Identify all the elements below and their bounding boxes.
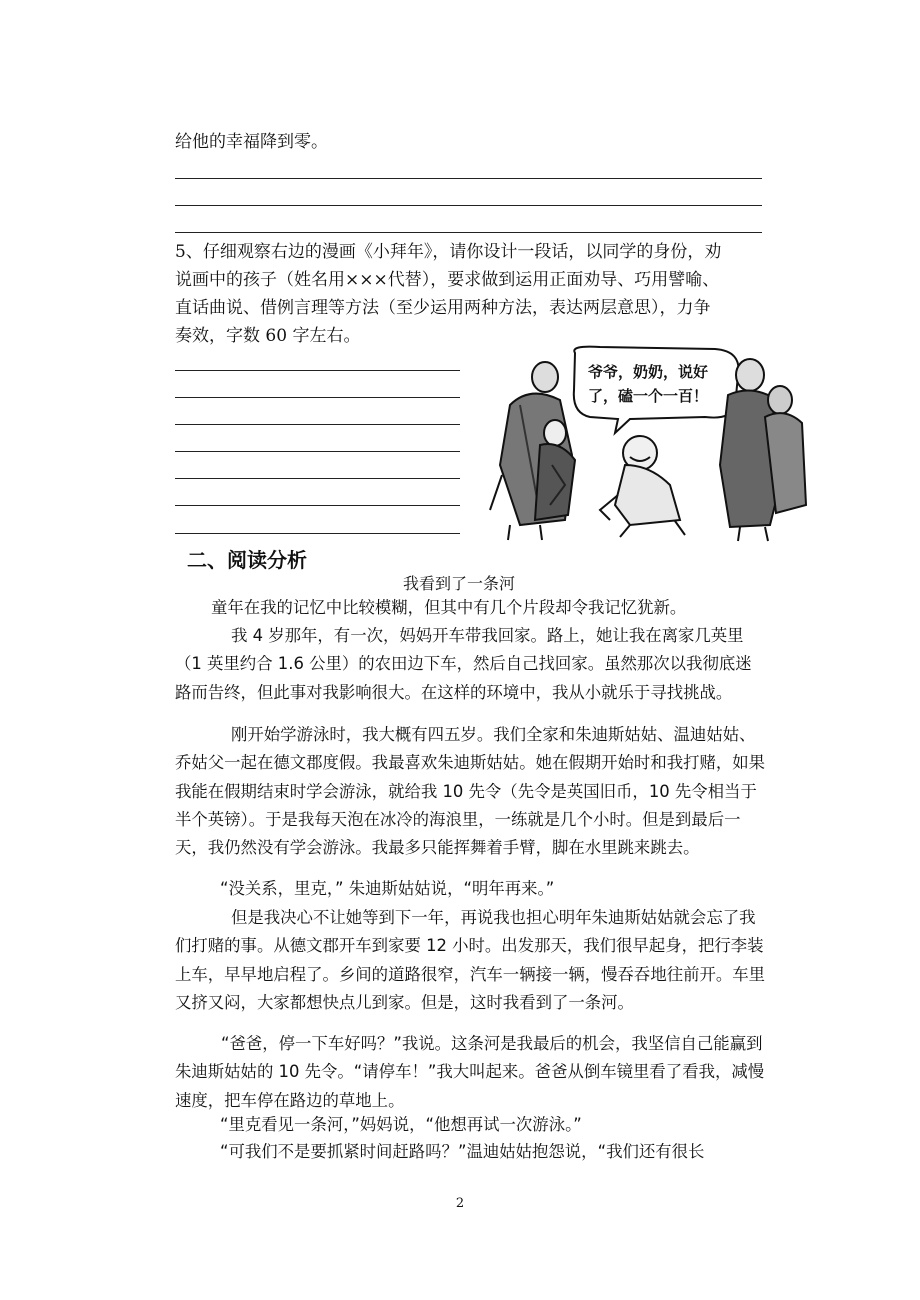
answer-line xyxy=(175,424,460,425)
answer-line xyxy=(175,370,460,371)
answer-line xyxy=(175,178,762,179)
answer-line xyxy=(175,451,460,452)
speech-text-2: 了，磕一个一百！ xyxy=(588,387,709,405)
question5-line-3: 直话曲说、借例言理等方法（至少运用两种方法，表达两层意思），力争 xyxy=(175,298,711,318)
story-paragraph-8: “可我们不是要抓紧时间赶路吗？”温迪姑姑抱怨说，“我们还有很长 xyxy=(220,1142,705,1161)
speech-bubble xyxy=(574,347,739,433)
answer-line xyxy=(175,205,762,206)
speech-text-1: 爷爷，奶奶，说好 xyxy=(588,363,709,381)
story-paragraph-1: 童年在我的记忆中比较模糊，但其中有几个片段却令我记忆犹新。 xyxy=(211,598,687,617)
grandparents-left-figure xyxy=(490,362,575,540)
answer-line xyxy=(175,533,460,534)
answer-line xyxy=(175,397,460,398)
top-text: 给他的幸福降到零。 xyxy=(175,132,328,152)
story-paragraph-2: 我 4 岁那年，有一次，妈妈开车带我回家。路上，她让我在离家几英里（1 英里约合 1.6 公里）的农田边下车，然后自己找回家。虽然那次以我彻底迷路而告终，但此事对我影响很大。在这样的环境中，我从小就乐于寻找挑战。 xyxy=(175,626,752,702)
story-paragraph-7: “里克看见一条河，”妈妈说，“他想再试一次游泳。” xyxy=(220,1115,582,1134)
question5-line-2: 说画中的孩子（姓名用×××代替），要求做到运用正面劝导、巧用譬喻、 xyxy=(175,270,720,290)
story-paragraph-4: “没关系，里克，” 朱迪斯姑姑说，“明年再来。” xyxy=(220,879,555,898)
answer-line xyxy=(175,232,762,233)
page-number: 2 xyxy=(455,1196,465,1211)
child-figure xyxy=(600,436,685,537)
section-heading: 二、阅读分析 xyxy=(187,548,307,572)
story-title: 我看到了一条河 xyxy=(403,574,516,593)
cartoon-illustration xyxy=(480,345,810,545)
story-paragraph-6: “爸爸，停一下车好吗？”我说。这条河是我最后的机会，我坚信自己能赢到朱迪斯姑姑的 10 先令。“请停车！”我大叫起来。爸爸从倒车镜里看了看我，减慢速度，把车停在路边的草地上。 xyxy=(175,1034,765,1110)
story-paragraph-3: 刚开始学游泳时，我大概有四五岁。我们全家和朱迪斯姑姑、温迪姑姑、乔姑父一起在德文郡度假。我最喜欢朱迪斯姑姑。她在假期开始时和我打赌，如果我能在假期结束时学会游泳，就给我 10 先令（先令是英国旧币，10 先令相当于半个英镑）。于是我每天泡在冰冷的海浪里，一练就是几个小时。但是到最后一天，我仍然没有学会游泳。我最多只能挥舞着手臂，脚在水里跳来跳去。 xyxy=(175,725,766,858)
answer-line xyxy=(175,478,460,479)
answer-line xyxy=(175,505,460,506)
story-paragraph-5: 但是我决心不让她等到下一年，再说我也担心明年朱迪斯姑姑就会忘了我们打赌的事。从德文郡开车到家要 12 小时。出发那天，我们很早起身，把行李装上车，早早地启程了。乡间的道路很窄，汽车一辆接一辆，慢吞吞地往前开。车里又挤又闷，大家都想快点儿到家。但是，这时我看到了一条河。 xyxy=(175,908,766,1012)
question5-line-1: 5、仔细观察右边的漫画《小拜年》，请你设计一段话，以同学的身份，劝 xyxy=(175,242,722,262)
question5-line-4: 奏效，字数 60 字左右。 xyxy=(175,326,361,346)
